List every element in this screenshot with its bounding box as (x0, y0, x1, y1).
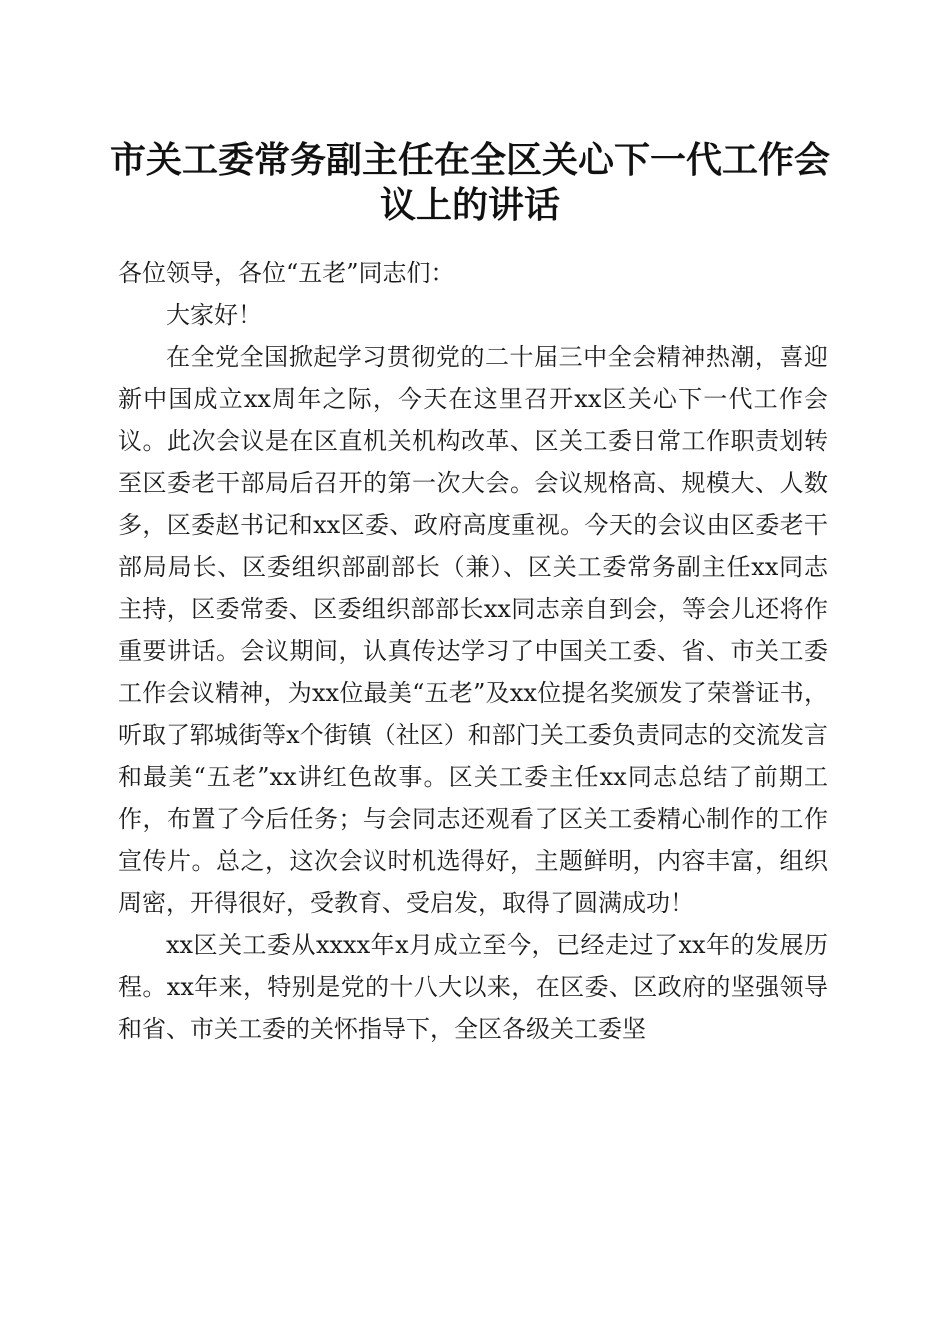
speech-body (118, 252, 828, 1050)
page-title: 市关工委常务副主任在全区关心下一代工作会议上的讲话 (109, 139, 830, 226)
paragraph: 在全党全国掀起学习贯彻党的二十届三中全会精神热潮，喜迎新中国成立xx周年之际，今天在这里召开xx区关心下一代工作会议。此次会议是在区直机关机构改革、区关工委日常工作职责划转至区委老干部局后召开的第一次大会。会议规格高、规模大、人数多，区委赵书记和xx区委、政府高度重视。今天的会议由区委老干部局局长、区委组织部副部长（兼）、区关工委常务副主任xx同志主持，区委常委、区委组织部部长xx同志亲自到会，等会儿还将作重要讲话。会议期间，认真传达学习了中国关工委、省、市关工委工作会议精神，为xx位最美“五老”及xx位提名奖颁发了荣誉证书，听取了郓城街等x个街镇（社区）和部门关工委负责同志的交流发言和最美“五老”xx讲红色故事。区关工委主任xx同志总结了前期工作，布置了今后任务；与会同志还观看了区关工委精心制作的工作宣传片。总之，这次会议时机选得好，主题鲜明，内容丰富，组织周密，开得很好，受教育、受启发，取得了圆满成功！ (118, 343, 828, 917)
salutation: 各位领导，各位“五老”同志们： (118, 259, 455, 287)
paragraph: xx区关工委从xxxx年x月成立至今，已经走过了xx年的发展历程。xx年来，特别是党的十八大以来，在区委、区政府的坚强领导和省、市关工委的关怀指导下，全区各级关工委坚 (118, 931, 828, 1043)
greeting: 大家好！ (166, 301, 262, 329)
